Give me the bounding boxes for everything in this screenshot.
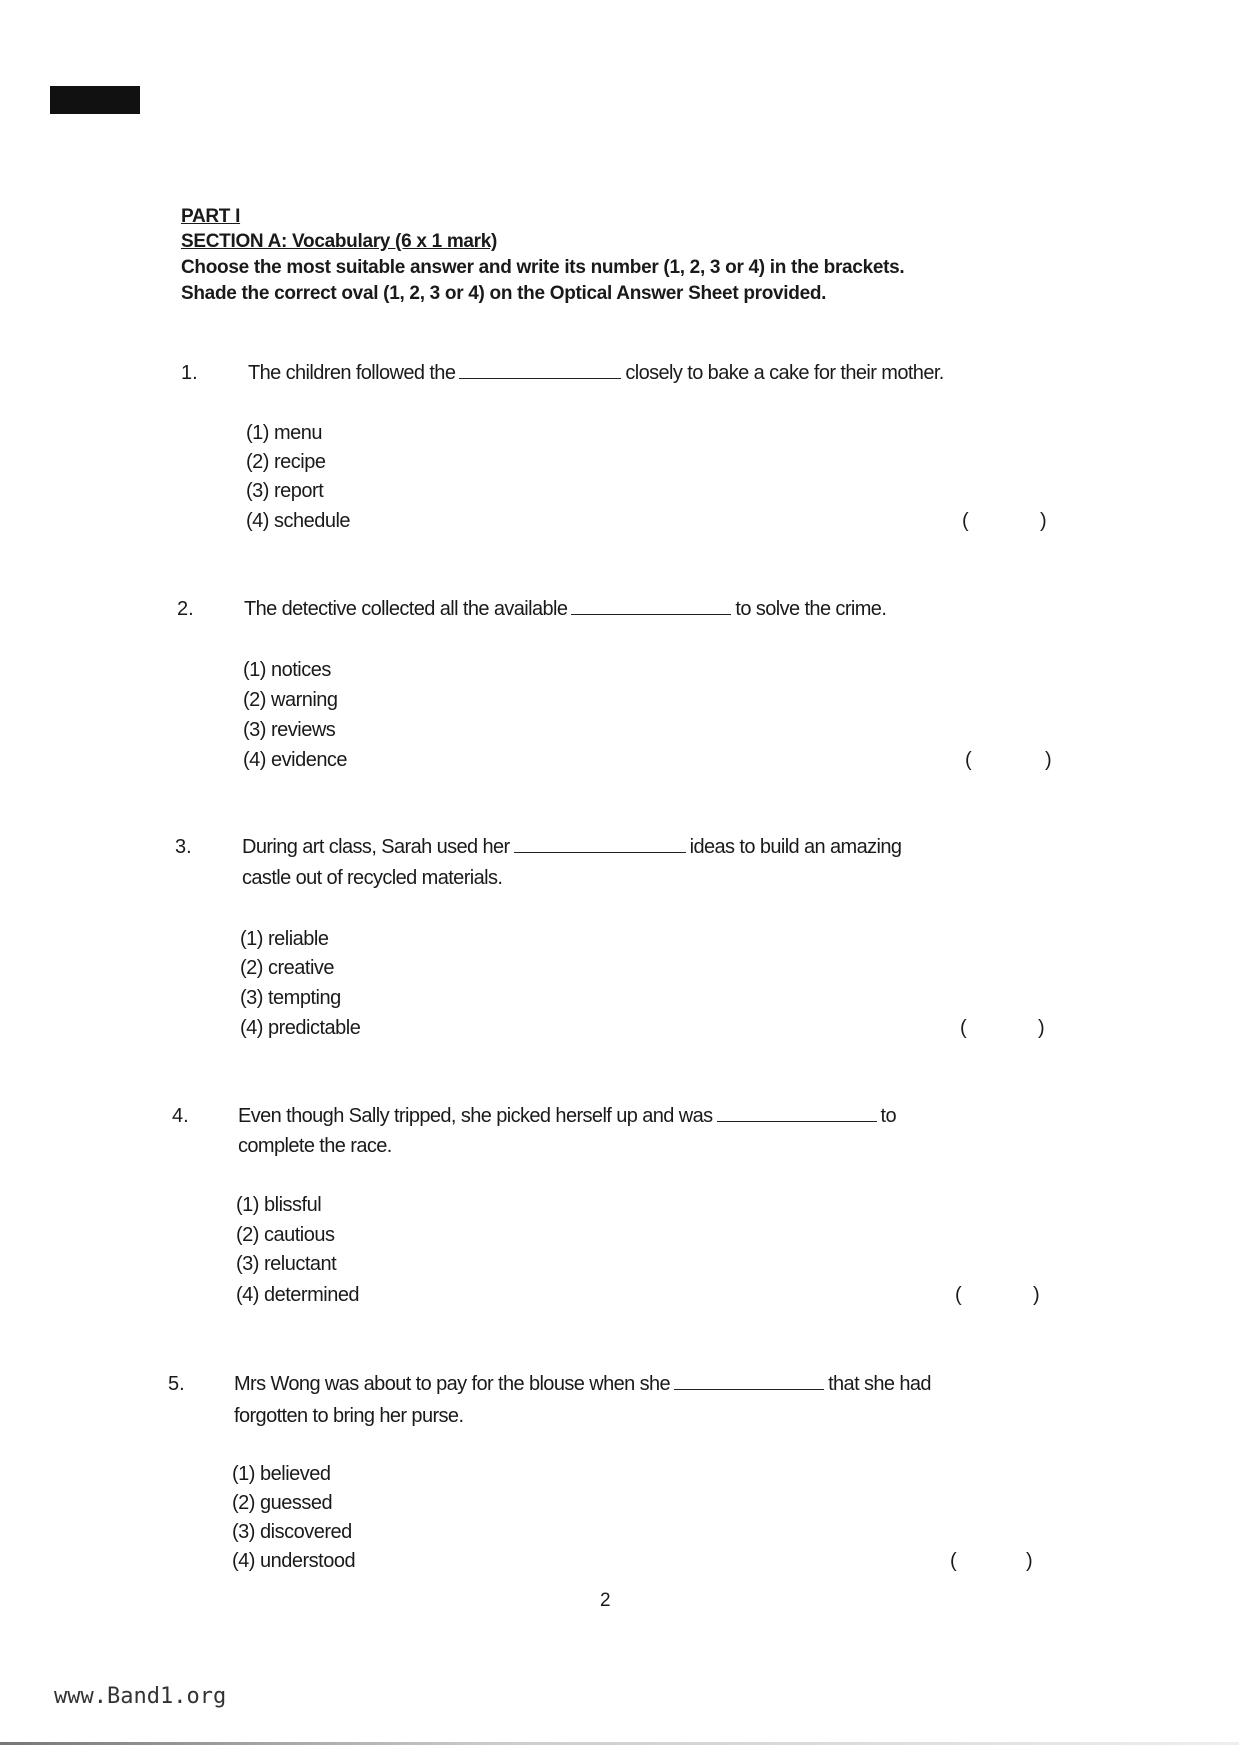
answer-option: (2) warning <box>243 689 338 711</box>
question-number: 1. <box>181 362 198 384</box>
answer-option: (1) notices <box>243 659 331 681</box>
footer-website: www.Band1.org <box>54 1684 227 1709</box>
question-text-after: ideas to build an amazing <box>689 836 902 858</box>
question-text-line-2: complete the race. <box>238 1135 392 1157</box>
page-edge <box>0 1742 1239 1745</box>
answer-option: (2) creative <box>240 957 335 979</box>
answer-option: (2) guessed <box>232 1492 333 1514</box>
question-text <box>248 362 944 385</box>
question-text-line-2: forgotten to bring her purse. <box>234 1405 464 1427</box>
redaction-block <box>50 86 140 114</box>
answer-option: (1) blissful <box>236 1194 322 1216</box>
question-text-before: During art class, Sarah used her <box>242 836 510 858</box>
answer-option: (4) understood <box>232 1550 356 1572</box>
question-text-after: to solve the crime. <box>735 598 887 620</box>
question-text-before: Even though Sally tripped, she picked herself up and was <box>238 1105 713 1127</box>
answer-bracket-open[interactable]: ( <box>960 1017 967 1039</box>
answer-bracket-open[interactable]: ( <box>962 510 969 532</box>
answer-bracket-close[interactable]: ) <box>1038 1017 1045 1039</box>
answer-bracket-close[interactable]: ) <box>1045 749 1052 771</box>
answer-option: (3) report <box>246 480 324 502</box>
question-text-after: closely to bake a cake for their mother. <box>625 362 944 384</box>
instruction-line-2: Shade the correct oval (1, 2, 3 or 4) on the Optical Answer Sheet provided. <box>181 283 827 304</box>
answer-option: (4) evidence <box>243 749 348 771</box>
question-number: 4. <box>172 1105 189 1127</box>
answer-bracket-open[interactable]: ( <box>965 749 972 771</box>
question-number: 3. <box>175 836 192 858</box>
answer-option: (1) reliable <box>240 928 329 950</box>
answer-blank <box>674 1373 824 1390</box>
answer-option: (3) discovered <box>232 1521 352 1543</box>
answer-blank <box>717 1105 877 1122</box>
instruction-line-1: Choose the most suitable answer and write its number (1, 2, 3 or 4) in the brackets. <box>181 257 905 278</box>
answer-option: (2) recipe <box>246 451 326 473</box>
answer-option: (3) tempting <box>240 987 341 1009</box>
section-heading: SECTION A: Vocabulary (6 x 1 mark) <box>181 231 498 252</box>
answer-option: (3) reluctant <box>236 1253 337 1275</box>
answer-bracket-open[interactable]: ( <box>950 1550 957 1572</box>
question-text <box>238 1105 896 1128</box>
question-text-line-2: castle out of recycled materials. <box>242 867 503 889</box>
question-text-after: that she had <box>828 1373 931 1395</box>
answer-bracket-open[interactable]: ( <box>955 1284 962 1306</box>
part-heading: PART I <box>181 206 241 227</box>
answer-bracket-close[interactable]: ) <box>1026 1550 1033 1572</box>
answer-option: (4) predictable <box>240 1017 361 1039</box>
question-text <box>234 1373 931 1396</box>
question-number: 5. <box>168 1373 185 1395</box>
question-text-before: Mrs Wong was about to pay for the blouse when she <box>234 1373 671 1395</box>
answer-option: (4) schedule <box>246 510 351 532</box>
page-number: 2 <box>600 1590 611 1611</box>
answer-bracket-close[interactable]: ) <box>1033 1284 1040 1306</box>
question-text-before: The detective collected all the available <box>244 598 568 620</box>
question-text <box>242 836 901 859</box>
answer-option: (2) cautious <box>236 1224 335 1246</box>
answer-option: (1) believed <box>232 1463 331 1485</box>
answer-blank <box>459 362 621 379</box>
question-text-after: to <box>880 1105 896 1127</box>
answer-option: (3) reviews <box>243 719 336 741</box>
answer-blank <box>514 836 686 853</box>
answer-bracket-close[interactable]: ) <box>1040 510 1047 532</box>
question-number: 2. <box>177 598 194 620</box>
question-text-before: The children followed the <box>248 362 456 384</box>
question-text <box>244 598 886 621</box>
answer-blank <box>571 598 731 615</box>
answer-option: (4) determined <box>236 1284 360 1306</box>
answer-option: (1) menu <box>246 422 323 444</box>
